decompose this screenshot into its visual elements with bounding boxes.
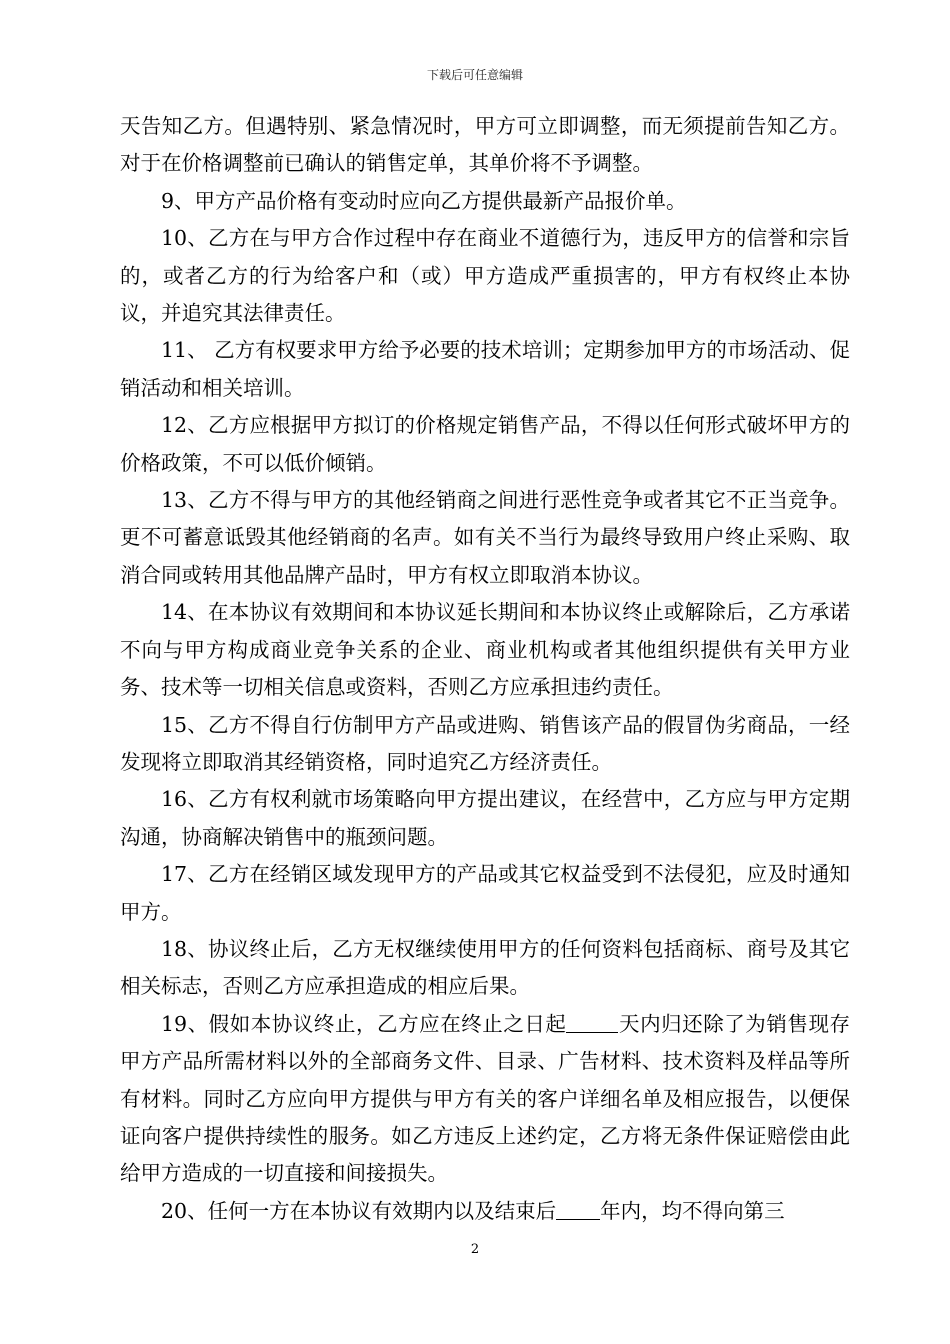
clause-19-after: 天内归还除了为销售现存甲方产品所需材料以外的全部商务文件、目录、广告材料、技术资料及样品等所有材料。同时乙方应向甲方提供与甲方有关的客户详细名单及相应报告，以便保证向客户提供持续性的服务。如乙方违反上述约定，乙方将无条件保证赔偿由此给甲方造成的一切直接和间接损失。 bbox=[120, 1011, 850, 1186]
clause-20-after: 年内，均不得向第三 bbox=[600, 1198, 785, 1223]
clause-18: 18、协议终止后，乙方无权继续使用甲方的任何资料包括商标、商号及其它相关标志，否则乙方应承担造成的相应后果。 bbox=[120, 936, 850, 999]
page-header: 下载后可任意编辑 bbox=[426, 68, 523, 82]
clause-20-before: 20、任何一方在本协议有效期内以及结束后 bbox=[161, 1198, 557, 1223]
page-number: 2 bbox=[470, 1242, 480, 1257]
clause-17: 17、乙方在经销区域发现甲方的产品或其它权益受到不法侵犯，应及时通知甲方。 bbox=[120, 862, 850, 924]
clause-11: 11、 乙方有权要求甲方给予必要的技术培训；定期参加甲方的市场活动、促销活动和相关培训。 bbox=[120, 338, 850, 400]
clause-20 bbox=[120, 1193, 850, 1230]
clause-19 bbox=[120, 1006, 850, 1193]
years-blank bbox=[556, 1199, 600, 1220]
clause-10: 10、乙方在与甲方合作过程中存在商业不道德行为，违反甲方的信誉和宗旨的，或者乙方的行为给客户和（或）甲方造成严重损害的，甲方有权终止本协议，并追究其法律责任。 bbox=[120, 226, 850, 326]
days-blank bbox=[566, 1012, 618, 1033]
clause-16: 16、乙方有权利就市场策略向甲方提出建议，在经营中，乙方应与甲方定期沟通，协商解决销售中的瓶颈问题。 bbox=[120, 787, 850, 849]
clause-15: 15、乙方不得自行仿制甲方产品或进购、销售该产品的假冒伪劣商品，一经发现将立即取消其经销资格，同时追究乙方经济责任。 bbox=[120, 712, 850, 774]
clause-14: 14、在本协议有效期间和本协议延长期间和本协议终止或解除后，乙方承诺不向与甲方构成商业竞争关系的企业、商业机构或者其他组织提供有关甲方业务、技术等一切相关信息或资料，否则乙方应承担违约责任。 bbox=[120, 600, 850, 700]
clause-9: 9、甲方产品价格有变动时应向乙方提供最新产品报价单。 bbox=[161, 188, 687, 213]
clause-19-before: 19、假如本协议终止，乙方应在终止之日起 bbox=[161, 1011, 567, 1036]
clause-13: 13、乙方不得与甲方的其他经销商之间进行恶性竞争或者其它不正当竞争。更不可蓄意诋毁其他经销商的名声。如有关不当行为最终导致用户终止采购、取消合同或转用其他品牌产品时，甲方有权立即取消本协议。 bbox=[120, 488, 850, 587]
paragraph-continuation: 天告知乙方。但遇特别、紧急情况时，甲方可立即调整，而无须提前告知乙方。对于在价格调整前已确认的销售定单，其单价将不予调整。 bbox=[120, 114, 850, 176]
document-body bbox=[120, 108, 850, 1230]
clause-12: 12、乙方应根据甲方拟订的价格规定销售产品，不得以任何形式破坏甲方的价格政策，不可以低价倾销。 bbox=[120, 413, 850, 475]
